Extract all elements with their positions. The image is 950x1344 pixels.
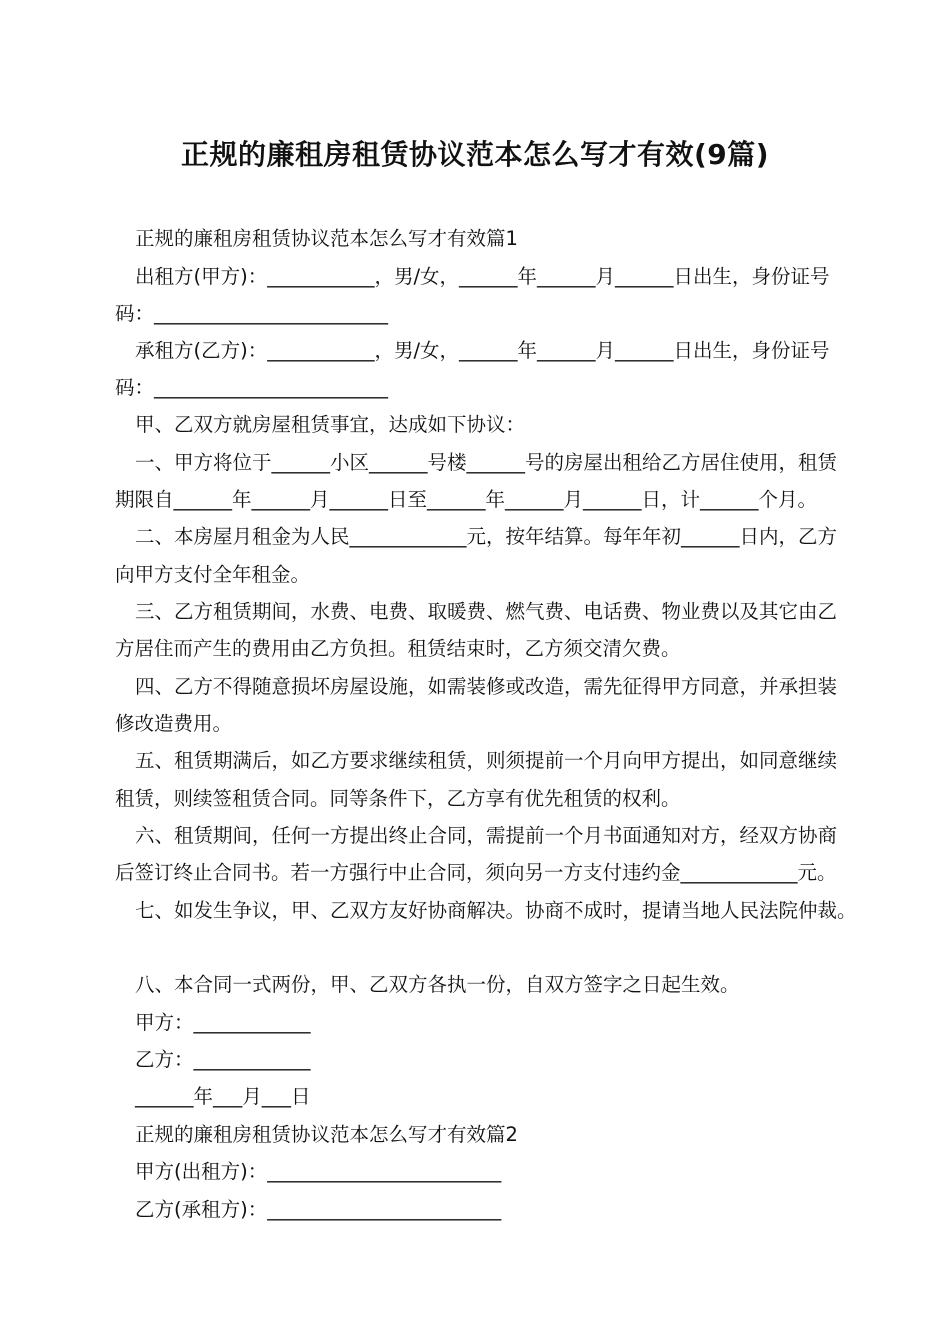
clause-8-line: 八、本合同一式两份，甲、乙双方各执一份，自双方签字之日起生效。 — [135, 973, 740, 996]
party-b-lessee-line: 乙方(承租方)：________________________ — [135, 1198, 502, 1221]
section-heading-2: 正规的廉租房租赁协议范本怎么写才有效篇2 — [135, 1123, 518, 1146]
clause-4-line-1: 四、乙方不得随意损坏房屋设施，如需装修或改造，需先征得甲方同意，并承担装 — [135, 675, 838, 698]
lessee-id-line: 码：________________________ — [115, 376, 389, 399]
clause-6-line-1: 六、租赁期间，任何一方提出终止合同，需提前一个月书面通知对方，经双方协商 — [135, 824, 838, 847]
clause-3-line-2: 方居住而产生的费用由乙方负担。租赁结束时，乙方须交清欠费。 — [115, 637, 681, 660]
clause-1-line-2: 期限自______年______月______日至______年______月______日，计______个月。 — [115, 488, 818, 511]
clause-4-line-2: 修改造费用。 — [115, 712, 233, 735]
clause-3-line-1: 三、乙方租赁期间，水费、电费、取暖费、燃气费、电话费、物业费以及其它由乙 — [135, 600, 838, 623]
clause-2-line-2: 向甲方支付全年租金。 — [115, 563, 311, 586]
clause-1-line-1: 一、甲方将位于______小区______号楼______号的房屋出租给乙方居住使用，租赁 — [135, 451, 838, 474]
lessee-line: 承租方(乙方)：___________，男/女，______年______月______日出生，身份证号 — [135, 339, 830, 362]
party-b-signature: 乙方：____________ — [135, 1048, 311, 1071]
clause-7-line: 七、如发生争议，甲、乙双方友好协商解决。协商不成时，提请当地人民法院仲裁。 — [135, 899, 857, 922]
lessor-line: 出租方(甲方)：___________，男/女，______年______月______日出生，身份证号 — [135, 265, 830, 288]
clause-2-line-1: 二、本房屋月租金为人民____________元，按年结算。每年年初______日内，乙方 — [135, 525, 838, 548]
clause-5-line-1: 五、租赁期满后，如乙方要求继续租赁，则须提前一个月向甲方提出，如同意继续 — [135, 749, 838, 772]
agreement-intro: 甲、乙双方就房屋租赁事宜，达成如下协议： — [135, 413, 526, 436]
section-heading-1: 正规的廉租房租赁协议范本怎么写才有效篇1 — [135, 227, 518, 250]
clause-6-line-2: 后签订终止合同书。若一方强行中止合同，须向另一方支付违约金____________元。 — [115, 861, 837, 884]
document-title: 正规的廉租房租赁协议范本怎么写才有效(9篇) — [180, 138, 770, 171]
signing-date: ______年___月___日 — [135, 1085, 311, 1108]
party-a-lessor-line: 甲方(出租方)：________________________ — [135, 1160, 502, 1183]
clause-5-line-2: 租赁，则续签租赁合同。同等条件下，乙方享有优先租赁的权利。 — [115, 787, 681, 810]
party-a-signature: 甲方：____________ — [135, 1011, 311, 1034]
lessor-id-line: 码：________________________ — [115, 302, 389, 325]
